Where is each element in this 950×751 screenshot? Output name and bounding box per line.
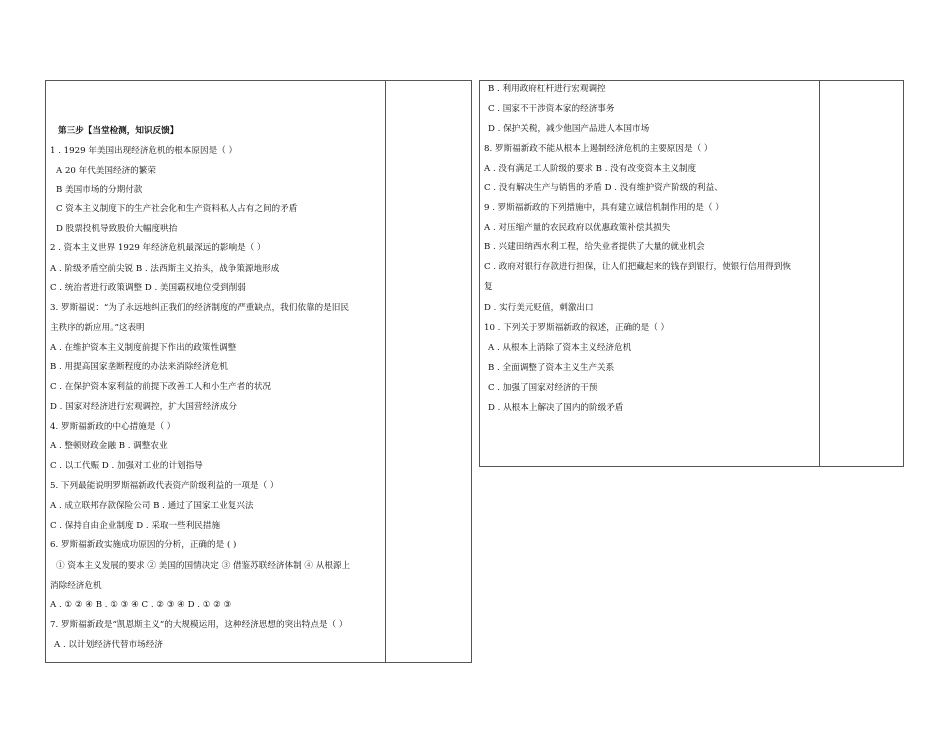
question-line: 主秩序的新应用。”这表明: [50, 323, 145, 333]
question-line: A . 整顿财政金融 B . 调整农业: [50, 441, 168, 451]
question-line: A . 以计划经济代替市场经济: [54, 640, 163, 650]
question-line: 9 . 罗斯福新政的下列措施中，具有建立诚信机制作用的是（ ）: [484, 203, 724, 213]
left-question-box: [45, 80, 472, 663]
question-line: 8. 罗斯福新政不能从根本上遏制经济危机的主要原因是（ ）: [484, 144, 713, 154]
question-line: B . 兴建田纳西水利工程，给失业者提供了大量的就业机会: [484, 242, 705, 252]
question-line: C . 以工代赈 D . 加强对工业的计划指导: [50, 461, 203, 471]
question-line: 3. 罗斯福说：“为了永远地纠正我们的经济制度的严重缺点，我们依靠的是旧民: [50, 303, 349, 313]
left-box-divider: [385, 81, 386, 662]
question-line: D . 国家对经济进行宏观调控，扩大国营经济成分: [50, 402, 237, 412]
right-question-box: [479, 80, 904, 467]
question-line: D . 实行美元贬值，刺激出口: [484, 303, 594, 313]
question-line: B . 用提高国家垄断程度的办法来消除经济危机: [50, 362, 228, 372]
question-line: A . 阶级矛盾空前尖锐 B . 法西斯主义抬头，战争策源地形成: [50, 264, 280, 274]
question-line: 4. 罗斯福新政的中心措施是（ ）: [50, 422, 176, 432]
question-line: 消除经济危机: [50, 581, 102, 591]
question-line: ① 资本主义发展的要求 ② 美国的国情决定 ③ 借鉴苏联经济体制 ④ 从根源上: [56, 561, 351, 571]
question-line: D . 从根本上解决了国内的阶级矛盾: [488, 403, 624, 413]
question-line: D . 保护关税，减少他国产品进人本国市场: [488, 124, 650, 134]
section-heading: 第三步【当堂检测，知识反馈】: [58, 126, 179, 136]
question-line: A . 在维护资本主义制度前提下作出的政策性调整: [50, 343, 237, 353]
left-column-content: [46, 81, 384, 661]
question-line: A . 成立联邦存款保险公司 B . 通过了国家工业复兴法: [50, 501, 254, 511]
right-column-content: [480, 81, 818, 466]
question-line: C . 统治者进行政策调整 D . 美国霸权地位受到削弱: [50, 283, 246, 293]
question-line: B . 利用政府杠杆进行宏观调控: [488, 84, 606, 94]
right-box-divider: [819, 81, 820, 466]
question-line: A . ① ② ④ B . ① ③ ④ C . ② ③ ④ D . ① ② ③: [50, 600, 232, 610]
question-line: A 20 年代美国经济的繁荣: [56, 166, 156, 176]
question-line: 1 . 1929 年美国出现经济危机的根本原因是（ ）: [50, 146, 238, 156]
question-line: C . 在保护资本家利益的前提下改善工人和小生产者的状况: [50, 382, 272, 392]
question-line: C . 国家不干涉资本家的经济事务: [488, 104, 615, 114]
question-line: D 股票投机导致股价大幅度哄抬: [56, 224, 178, 234]
question-line: 6. 罗斯福新政实施成功原因的分析，正确的是 ( ): [50, 540, 237, 550]
question-line: B . 全面调整了资本主义生产关系: [488, 363, 615, 373]
question-line: C . 保持自由企业制度 D . 采取一些利民措施: [50, 521, 221, 531]
question-line: C . 加强了国家对经济的干预: [488, 383, 598, 393]
question-line: 复: [484, 282, 493, 292]
question-line: B 美国市场的分期付款: [56, 185, 143, 195]
question-line: C . 政府对银行存款进行担保，让人们把藏起来的钱存到银行，使银行信用得到恢: [484, 262, 791, 272]
question-line: A . 没有满足工人阶级的要求 B . 没有改变资本主义制度: [484, 164, 697, 174]
question-line: 5. 下列最能说明罗斯福新政代表资产阶级利益的一项是（ ）: [50, 481, 279, 491]
question-line: C 资本主义制度下的生产社会化和生产资料私人占有之间的矛盾: [56, 204, 298, 214]
question-line: A . 从根本上消除了资本主义经济危机: [488, 343, 632, 353]
question-line: 2 . 资本主义世界 1929 年经济危机最深远的影响是（ ）: [50, 243, 266, 253]
question-line: A . 对压缩产量的农民政府以优惠政策补偿其损失: [484, 223, 671, 233]
question-line: 7. 罗斯福新政是“凯恩斯主义”的大规模运用，这种经济思想的突出特点是（ ）: [50, 620, 348, 630]
question-line: C . 没有解决生产与销售的矛盾 D . 没有维护资产阶级的利益、: [484, 183, 723, 193]
question-line: 10 . 下列关于罗斯福新政的叙述，正确的是（ ）: [484, 323, 670, 333]
